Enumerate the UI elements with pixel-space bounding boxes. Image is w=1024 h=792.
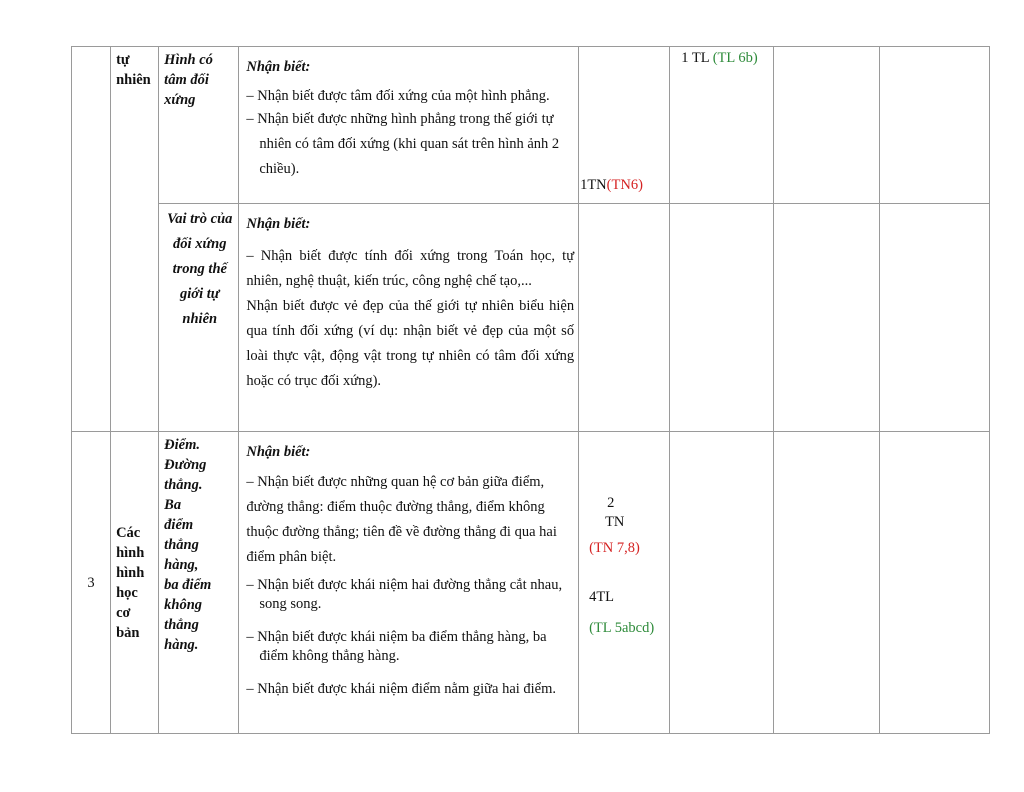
level-heading: Nhận biết:	[246, 444, 311, 460]
question-ref: (TN6)	[606, 177, 643, 193]
description-cell	[239, 204, 579, 432]
recognize-cell	[579, 432, 670, 734]
table-row	[72, 204, 990, 432]
content-cell	[159, 47, 239, 204]
description-item: – Nhận biết được những hình phẳng trong thế giới tự nhiên có tâm đối xứng (khi quan sát trên hình ảnh 2 chiều).	[246, 111, 560, 177]
topic-label: Các hình hình học cơ bản	[116, 524, 145, 641]
content-label: Vai trò của đối xứng trong thế giới tự nhiên	[167, 211, 233, 327]
understand-cell	[670, 204, 774, 432]
exam-matrix-table	[71, 46, 990, 734]
advanced-apply-cell	[879, 204, 989, 432]
description-item: – Nhận biết được tính đối xứng trong Toán học, tự nhiên, nghệ thuật, kiến trúc, công nghệ chế tạo,...	[246, 248, 575, 289]
apply-cell	[774, 47, 879, 204]
content-label: Điểm. Đường thẳng. Ba điểm thẳng hàng, ba điểm không thẳng hàng.	[164, 437, 212, 653]
content-label: Hình có tâm đối xứng	[164, 52, 213, 108]
description-item: – Nhận biết được tâm đối xứng của một hình phẳng.	[246, 88, 550, 104]
description-item: – Nhận biết được khái niệm hai đường thẳng cắt nhau, song song.	[246, 577, 563, 612]
content-cell	[159, 432, 239, 734]
row-index: 3	[87, 574, 95, 591]
description-cell	[239, 432, 579, 734]
topic-cell	[111, 47, 159, 432]
understand-cell	[670, 47, 774, 204]
description-cell	[239, 47, 579, 204]
advanced-apply-cell	[879, 47, 989, 204]
question-count: 1TN	[580, 177, 607, 193]
index-cell	[72, 432, 111, 734]
question-count: 1 TL	[681, 50, 713, 66]
content-cell	[159, 204, 239, 432]
table-row	[72, 47, 990, 204]
description-item: Nhận biết được vẻ đẹp của thế giới tự nhiên biểu hiện qua tính đối xứng (ví dụ: nhận biết vẻ đẹp của một số loài thực vật, động vật trong tự nhiên có tâm đối xứng hoặc có trục đối xứng).	[246, 298, 575, 389]
recognize-cell	[579, 204, 670, 432]
apply-cell	[774, 432, 879, 734]
description-item: – Nhận biết được khái niệm điểm nằm giữa hai điểm.	[246, 681, 557, 697]
advanced-apply-cell	[879, 432, 989, 734]
question-count: 4TL	[589, 589, 615, 605]
understand-cell	[670, 432, 774, 734]
topic-cell	[111, 432, 159, 734]
question-ref: (TL 6b)	[712, 50, 758, 66]
topic-label: tự nhiên	[116, 52, 151, 88]
question-ref: (TL 5abcd)	[589, 620, 655, 636]
index-cell	[72, 47, 111, 432]
recognize-cell	[579, 47, 670, 204]
apply-cell	[774, 204, 879, 432]
level-heading: Nhận biết:	[246, 59, 311, 75]
table-row	[72, 432, 990, 734]
description-item: – Nhận biết được khái niệm ba điểm thẳng hàng, ba điểm không thẳng hàng.	[246, 629, 547, 664]
level-heading: Nhận biết:	[246, 216, 311, 232]
question-count: 2	[607, 495, 615, 511]
question-ref: (TN 7,8)	[589, 540, 640, 556]
question-label: TN	[605, 514, 625, 530]
description-item: – Nhận biết được những quan hệ cơ bản giữa điểm, đường thẳng: điểm thuộc đường thẳng, điểm không thuộc đường thẳng; tiên đề về đường thẳng đi qua hai điểm phân biệt.	[246, 474, 557, 565]
